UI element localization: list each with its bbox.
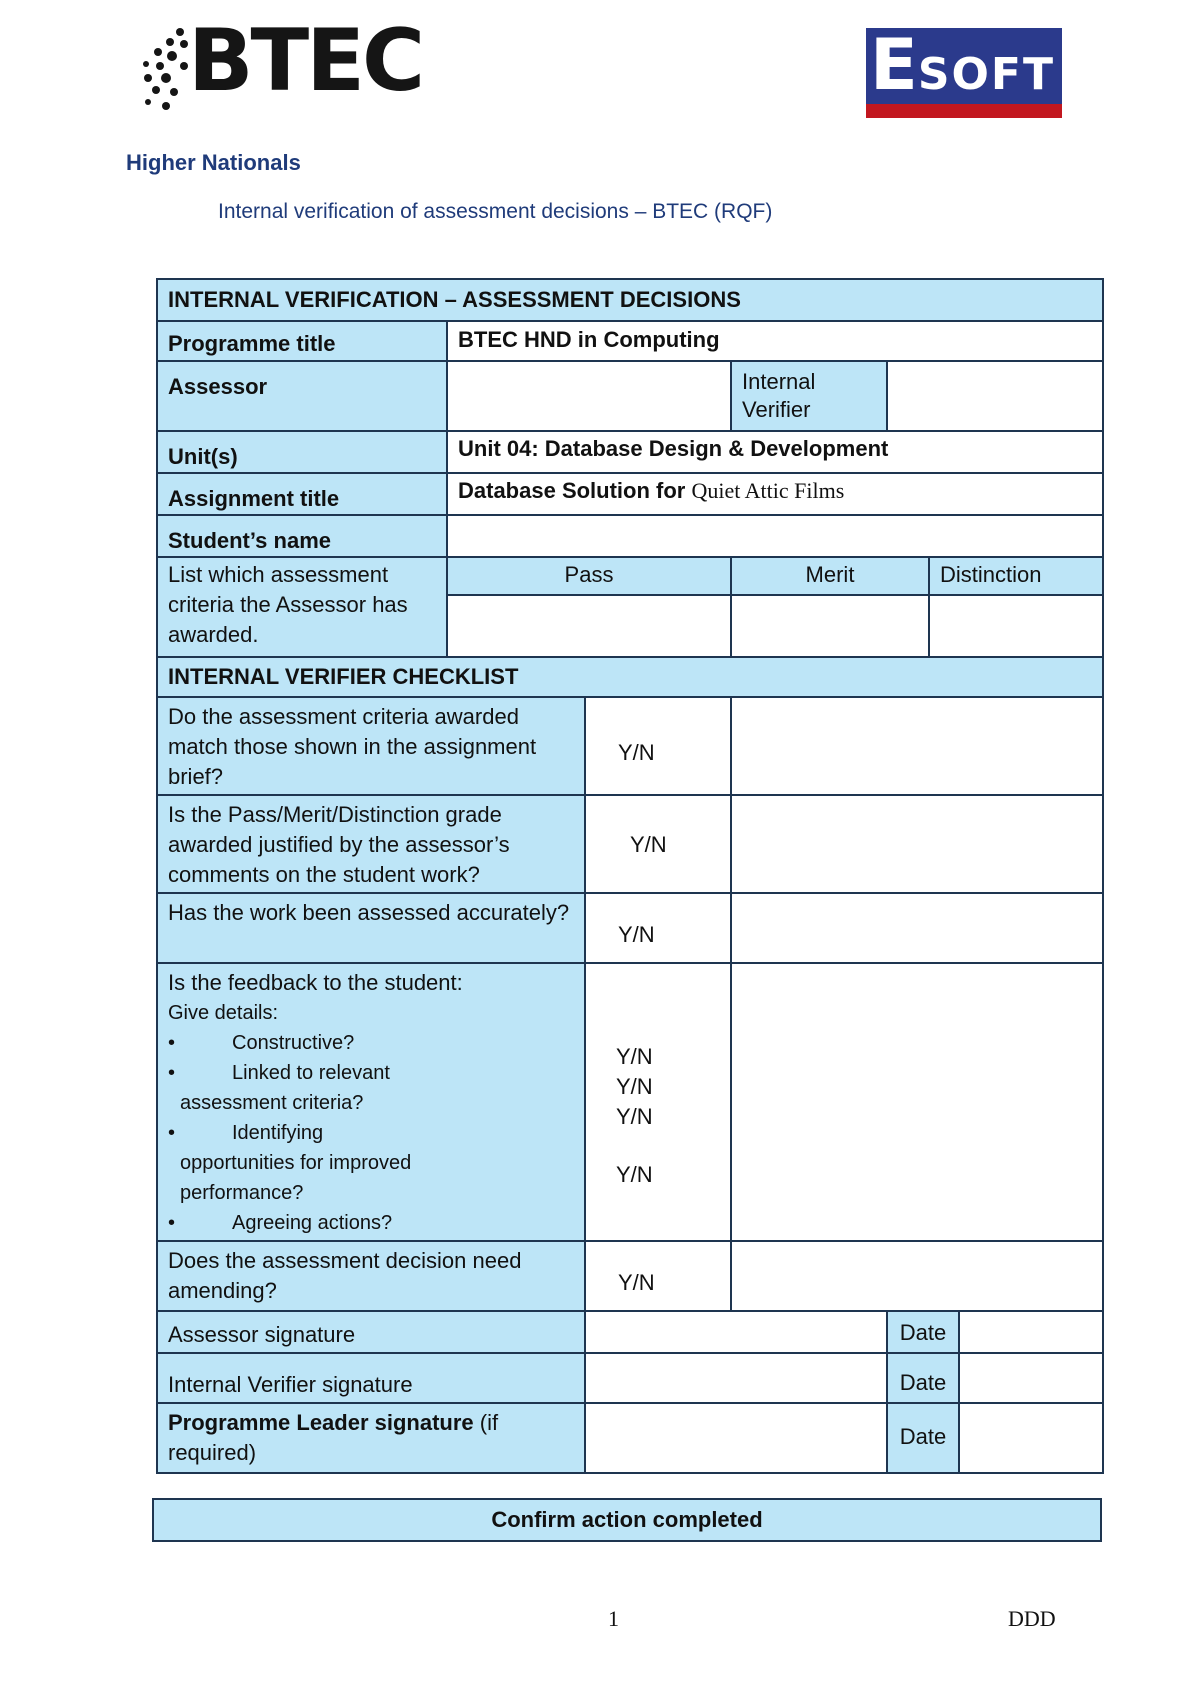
- feedback-bullet-linked-cont: assessment criteria?: [180, 1092, 364, 1114]
- yn-constructive: Y/N: [616, 1044, 653, 1069]
- checklist-question-grade-justified: Is the Pass/Merit/Distinction grade awarded justified by the assessor’s comments on the student work?: [156, 794, 586, 894]
- criteria-awarded-label: List which assessment criteria the Assessor has awarded.: [156, 556, 448, 658]
- units-label: Unit(s): [156, 430, 448, 474]
- student-name-field[interactable]: [446, 514, 1104, 558]
- programme-title-label: Programme title: [156, 320, 448, 362]
- pl-date-label: Date: [886, 1402, 960, 1474]
- checklist-comment-amending[interactable]: [730, 1240, 1104, 1312]
- checklist-yn-amending[interactable]: Y/N: [584, 1240, 732, 1312]
- assessor-field[interactable]: [446, 360, 732, 432]
- iv-date-label: Date: [886, 1352, 960, 1404]
- esoft-logo: [866, 28, 1062, 118]
- checklist-question-criteria-match: Do the assessment criteria awarded match those shown in the assignment brief?: [156, 696, 586, 796]
- checklist-yn-grade-justified[interactable]: Y/N: [584, 794, 732, 894]
- checklist-yn-feedback[interactable]: [584, 962, 732, 1242]
- pl-signature-field[interactable]: [584, 1402, 888, 1474]
- checklist-comment-assessed-accurately[interactable]: [730, 892, 1104, 964]
- internal-verifier-field[interactable]: [886, 360, 1104, 432]
- assessor-signature-field[interactable]: [584, 1310, 888, 1354]
- document-subtitle: Internal verification of assessment decisions – BTEC (RQF): [218, 200, 773, 223]
- iv-signature-label: Internal Verifier signature: [156, 1352, 586, 1404]
- checklist-question-feedback: [156, 962, 586, 1242]
- grade-merit-field[interactable]: [730, 594, 930, 658]
- esoft-wordmark: ESOFT: [870, 28, 1055, 106]
- assessor-label: Assessor: [156, 360, 448, 432]
- assessor-date-label: Date: [886, 1310, 960, 1354]
- section-title-iv-checklist: INTERNAL VERIFIER CHECKLIST: [156, 656, 1104, 698]
- grade-pass-field[interactable]: [446, 594, 732, 658]
- units-value: Unit 04: Database Design & Development: [446, 430, 1104, 474]
- checklist-yn-assessed-accurately[interactable]: Y/N: [584, 892, 732, 964]
- grade-header-pass: Pass: [446, 556, 732, 596]
- feedback-give-details: Give details:: [168, 1002, 279, 1024]
- btec-wordmark: BTEC: [188, 11, 423, 111]
- btec-logo: [140, 11, 423, 116]
- assignment-title-label: Assignment title: [156, 472, 448, 516]
- esoft-tagline: Shaping Lives, Creating Futures: [899, 105, 1029, 116]
- footer-code: DDD: [1008, 1606, 1056, 1631]
- assessor-signature-label: Assessor signature: [156, 1310, 586, 1354]
- grade-header-merit: Merit: [730, 556, 930, 596]
- section-title-assessment-decisions: INTERNAL VERIFICATION – ASSESSMENT DECISIONS: [156, 278, 1104, 322]
- feedback-bullet-identifying-cont2: performance?: [180, 1182, 304, 1204]
- checklist-question-amending: Does the assessment decision need amending?: [156, 1240, 586, 1312]
- pl-date-field[interactable]: [958, 1402, 1104, 1474]
- student-name-label: Student’s name: [156, 514, 448, 558]
- feedback-bullet-identifying-cont1: opportunities for improved: [180, 1152, 412, 1174]
- pl-signature-label: Programme Leader signature (if required): [156, 1402, 586, 1474]
- checklist-comment-criteria-match[interactable]: [730, 696, 1104, 796]
- page-number: 1: [608, 1606, 619, 1631]
- confirm-action-completed: Confirm action completed: [152, 1498, 1102, 1542]
- internal-verifier-label: Internal Verifier: [730, 360, 888, 432]
- grade-distinction-field[interactable]: [928, 594, 1104, 658]
- feedback-bullet-constructive: • Constructive?: [168, 1028, 574, 1058]
- feedback-title: Is the feedback to the student:: [168, 970, 463, 995]
- checklist-comment-feedback[interactable]: [730, 962, 1104, 1242]
- yn-identifying: Y/N: [616, 1104, 653, 1129]
- grade-header-distinction: Distinction: [928, 556, 1104, 596]
- yn-agreeing: Y/N: [616, 1162, 653, 1187]
- assignment-title-value: Database Solution for Quiet Attic Films: [446, 472, 1104, 516]
- checklist-question-assessed-accurately: Has the work been assessed accurately?: [156, 892, 586, 964]
- feedback-bullet-identifying: • Identifying: [168, 1118, 574, 1148]
- yn-linked: Y/N: [616, 1074, 653, 1099]
- higher-nationals-heading: Higher Nationals: [126, 150, 301, 175]
- feedback-bullet-linked: • Linked to relevant: [168, 1058, 574, 1088]
- iv-signature-field[interactable]: [584, 1352, 888, 1404]
- checklist-comment-grade-justified[interactable]: [730, 794, 1104, 894]
- feedback-bullet-agreeing: • Agreeing actions?: [168, 1208, 574, 1238]
- checklist-yn-criteria-match[interactable]: Y/N: [584, 696, 732, 796]
- iv-date-field[interactable]: [958, 1352, 1104, 1404]
- programme-title-value: BTEC HND in Computing: [446, 320, 1104, 362]
- assessor-date-field[interactable]: [958, 1310, 1104, 1354]
